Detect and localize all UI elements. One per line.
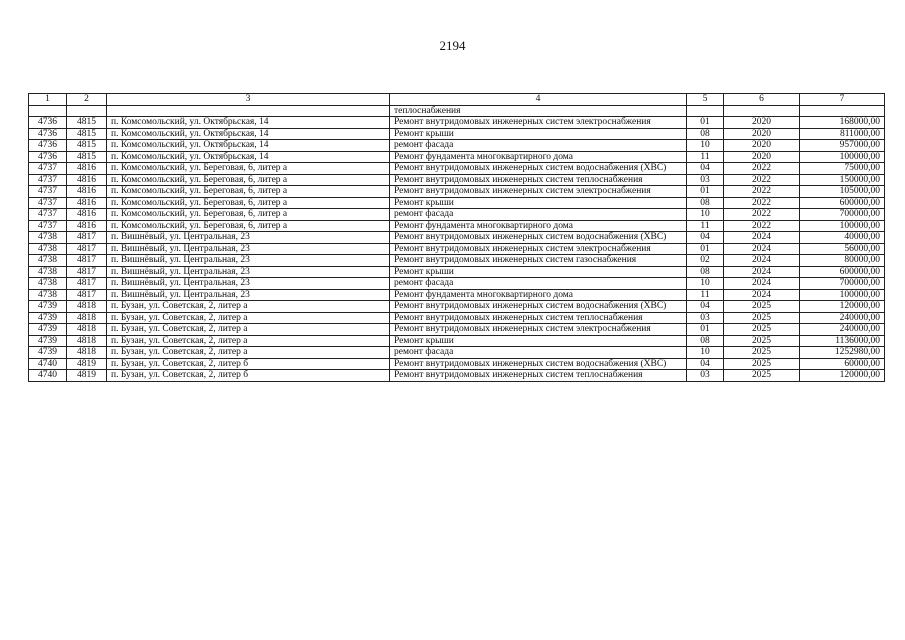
work-type-cell: Ремонт крыши xyxy=(390,128,687,140)
building-id-cell: 4737 xyxy=(29,174,67,186)
table-row xyxy=(29,243,885,255)
house-id-cell: 4815 xyxy=(67,128,107,140)
table-row xyxy=(29,232,885,244)
address-cell xyxy=(107,105,390,117)
work-type-cell: Ремонт внутридомовых инженерных систем водоснабжения (ХВС) xyxy=(390,358,687,370)
table-row xyxy=(29,117,885,129)
work-type-cell: Ремонт внутридомовых инженерных систем теплоснабжения xyxy=(390,174,687,186)
cost-cell: 811000,00 xyxy=(800,128,885,140)
table-row xyxy=(29,301,885,313)
building-id-cell: 4738 xyxy=(29,289,67,301)
house-id-cell: 4816 xyxy=(67,163,107,175)
cost-cell: 60000,00 xyxy=(800,358,885,370)
work-type-cell: Ремонт внутридомовых инженерных систем водоснабжения (ХВС) xyxy=(390,232,687,244)
table-row xyxy=(29,197,885,209)
cost-cell: 168000,00 xyxy=(800,117,885,129)
building-id-cell: 4739 xyxy=(29,301,67,313)
house-id-cell: 4817 xyxy=(67,243,107,255)
work-code-cell: 01 xyxy=(687,324,724,336)
work-code-cell xyxy=(687,105,724,117)
house-id-cell xyxy=(67,105,107,117)
work-code-cell: 03 xyxy=(687,370,724,382)
work-type-cell: Ремонт крыши xyxy=(390,266,687,278)
work-type-cell: ремонт фасада xyxy=(390,278,687,290)
work-code-cell: 10 xyxy=(687,347,724,359)
house-id-cell: 4818 xyxy=(67,335,107,347)
building-id-cell: 4738 xyxy=(29,232,67,244)
work-type-cell: Ремонт внутридомовых инженерных систем газоснабжения xyxy=(390,255,687,267)
table-row xyxy=(29,324,885,336)
address-cell: п. Бузан, ул. Советская, 2, литер а xyxy=(107,324,390,336)
year-cell: 2025 xyxy=(724,324,800,336)
header-col-4: 4 xyxy=(390,94,687,106)
cost-cell: 80000,00 xyxy=(800,255,885,267)
work-type-cell: Ремонт фундамента многоквартирного дома xyxy=(390,220,687,232)
house-id-cell: 4816 xyxy=(67,220,107,232)
year-cell: 2020 xyxy=(724,128,800,140)
house-id-cell: 4818 xyxy=(67,347,107,359)
year-cell xyxy=(724,105,800,117)
work-type-cell: Ремонт внутридомовых инженерных систем теплоснабжения xyxy=(390,312,687,324)
page-number: 2194 xyxy=(439,38,466,53)
house-id-cell: 4816 xyxy=(67,209,107,221)
year-cell: 2025 xyxy=(724,347,800,359)
year-cell: 2022 xyxy=(724,197,800,209)
address-cell: п. Комсомольский, ул. Береговая, 6, литер а xyxy=(107,220,390,232)
year-cell: 2024 xyxy=(724,289,800,301)
building-id-cell: 4738 xyxy=(29,255,67,267)
work-code-cell: 04 xyxy=(687,232,724,244)
year-cell: 2025 xyxy=(724,301,800,313)
house-id-cell: 4818 xyxy=(67,312,107,324)
building-id-cell: 4740 xyxy=(29,358,67,370)
header-col-1: 1 xyxy=(29,94,67,106)
table-row xyxy=(29,174,885,186)
work-code-cell: 01 xyxy=(687,186,724,198)
work-type-cell: ремонт фасада xyxy=(390,140,687,152)
work-type-cell: Ремонт внутридомовых инженерных систем водоснабжения (ХВС) xyxy=(390,301,687,313)
year-cell: 2020 xyxy=(724,117,800,129)
building-id-cell: 4737 xyxy=(29,220,67,232)
house-id-cell: 4817 xyxy=(67,266,107,278)
building-id-cell: 4738 xyxy=(29,278,67,290)
year-cell: 2022 xyxy=(724,186,800,198)
year-cell: 2022 xyxy=(724,163,800,175)
header-col-6: 6 xyxy=(724,94,800,106)
table-row xyxy=(29,335,885,347)
cost-cell: 100000,00 xyxy=(800,289,885,301)
year-cell: 2025 xyxy=(724,312,800,324)
cost-cell: 957000,00 xyxy=(800,140,885,152)
header-col-3: 3 xyxy=(107,94,390,106)
work-type-cell: Ремонт фундамента многоквартирного дома xyxy=(390,151,687,163)
cost-cell: 1252980,00 xyxy=(800,347,885,359)
year-cell: 2022 xyxy=(724,220,800,232)
table-row xyxy=(29,151,885,163)
year-cell: 2024 xyxy=(724,232,800,244)
cost-cell: 700000,00 xyxy=(800,209,885,221)
address-cell: п. Бузан, ул. Советская, 2, литер а xyxy=(107,347,390,359)
work-code-cell: 11 xyxy=(687,151,724,163)
cost-cell: 40000,00 xyxy=(800,232,885,244)
house-id-cell: 4815 xyxy=(67,140,107,152)
table-row xyxy=(29,209,885,221)
year-cell: 2024 xyxy=(724,266,800,278)
header-col-7: 7 xyxy=(800,94,885,106)
house-id-cell: 4815 xyxy=(67,117,107,129)
year-cell: 2025 xyxy=(724,335,800,347)
house-id-cell: 4817 xyxy=(67,289,107,301)
cost-cell: 120000,00 xyxy=(800,301,885,313)
work-code-cell: 02 xyxy=(687,255,724,267)
cost-cell: 240000,00 xyxy=(800,312,885,324)
address-cell: п. Бузан, ул. Советская, 2, литер б xyxy=(107,358,390,370)
address-cell: п. Бузан, ул. Советская, 2, литер б xyxy=(107,370,390,382)
table-row xyxy=(29,347,885,359)
cost-cell: 120000,00 xyxy=(800,370,885,382)
building-id-cell: 4738 xyxy=(29,266,67,278)
table-row xyxy=(29,266,885,278)
cost-cell: 75000,00 xyxy=(800,163,885,175)
work-code-cell: 11 xyxy=(687,220,724,232)
cost-cell: 1136000,00 xyxy=(800,335,885,347)
building-id-cell: 4737 xyxy=(29,209,67,221)
table-row xyxy=(29,220,885,232)
table-row xyxy=(29,358,885,370)
address-cell: п. Бузан, ул. Советская, 2, литер а xyxy=(107,312,390,324)
year-cell: 2024 xyxy=(724,243,800,255)
house-id-cell: 4818 xyxy=(67,301,107,313)
address-cell: п. Комсомольский, ул. Береговая, 6, литер а xyxy=(107,197,390,209)
work-code-cell: 08 xyxy=(687,197,724,209)
work-type-cell: Ремонт внутридомовых инженерных систем водоснабжения (ХВС) xyxy=(390,163,687,175)
work-type-cell: ремонт фасада xyxy=(390,347,687,359)
table-row xyxy=(29,370,885,382)
work-type-cell: Ремонт внутридомовых инженерных систем теплоснабжения xyxy=(390,370,687,382)
address-cell: п. Комсомольский, ул. Октябрьская, 14 xyxy=(107,151,390,163)
work-type-cell: Ремонт внутридомовых инженерных систем электроснабжения xyxy=(390,243,687,255)
house-id-cell: 4816 xyxy=(67,174,107,186)
building-id-cell xyxy=(29,105,67,117)
building-id-cell: 4740 xyxy=(29,370,67,382)
year-cell: 2020 xyxy=(724,140,800,152)
year-cell: 2022 xyxy=(724,209,800,221)
building-id-cell: 4736 xyxy=(29,151,67,163)
cost-cell: 700000,00 xyxy=(800,278,885,290)
address-cell: п. Комсомольский, ул. Береговая, 6, литер а xyxy=(107,174,390,186)
work-code-cell: 08 xyxy=(687,266,724,278)
building-id-cell: 4736 xyxy=(29,117,67,129)
work-type-cell: теплоснабжения xyxy=(390,105,687,117)
house-id-cell: 4815 xyxy=(67,151,107,163)
building-id-cell: 4738 xyxy=(29,243,67,255)
work-code-cell: 04 xyxy=(687,301,724,313)
work-code-cell: 03 xyxy=(687,312,724,324)
table-row xyxy=(29,289,885,301)
house-id-cell: 4817 xyxy=(67,232,107,244)
cost-cell: 105000,00 xyxy=(800,186,885,198)
cost-cell: 600000,00 xyxy=(800,197,885,209)
address-cell: п. Комсомольский, ул. Береговая, 6, литер а xyxy=(107,209,390,221)
building-id-cell: 4739 xyxy=(29,324,67,336)
work-code-cell: 10 xyxy=(687,278,724,290)
work-code-cell: 11 xyxy=(687,289,724,301)
house-id-cell: 4819 xyxy=(67,358,107,370)
building-id-cell: 4737 xyxy=(29,197,67,209)
work-code-cell: 08 xyxy=(687,335,724,347)
work-type-cell: Ремонт крыши xyxy=(390,335,687,347)
work-type-cell: Ремонт фундамента многоквартирного дома xyxy=(390,289,687,301)
house-id-cell: 4817 xyxy=(67,255,107,267)
work-type-cell: Ремонт внутридомовых инженерных систем электроснабжения xyxy=(390,324,687,336)
building-id-cell: 4739 xyxy=(29,347,67,359)
house-id-cell: 4816 xyxy=(67,197,107,209)
cost-cell xyxy=(800,105,885,117)
work-type-cell: Ремонт внутридомовых инженерных систем электроснабжения xyxy=(390,117,687,129)
work-code-cell: 08 xyxy=(687,128,724,140)
building-id-cell: 4739 xyxy=(29,312,67,324)
year-cell: 2024 xyxy=(724,278,800,290)
building-id-cell: 4736 xyxy=(29,140,67,152)
work-code-cell: 01 xyxy=(687,243,724,255)
work-type-cell: ремонт фасада xyxy=(390,209,687,221)
header-row xyxy=(29,94,885,106)
building-id-cell: 4737 xyxy=(29,186,67,198)
address-cell: п. Вишнёвый, ул. Центральная, 23 xyxy=(107,266,390,278)
year-cell: 2022 xyxy=(724,174,800,186)
work-code-cell: 01 xyxy=(687,117,724,129)
address-cell: п. Бузан, ул. Советская, 2, литер а xyxy=(107,335,390,347)
work-type-cell: Ремонт внутридомовых инженерных систем электроснабжения xyxy=(390,186,687,198)
table-row xyxy=(29,186,885,198)
house-id-cell: 4818 xyxy=(67,324,107,336)
building-id-cell: 4737 xyxy=(29,163,67,175)
address-cell: п. Вишнёвый, ул. Центральная, 23 xyxy=(107,255,390,267)
table-row xyxy=(29,312,885,324)
address-cell: п. Вишнёвый, ул. Центральная, 23 xyxy=(107,278,390,290)
table-row xyxy=(29,140,885,152)
table-row xyxy=(29,255,885,267)
header-col-2: 2 xyxy=(67,94,107,106)
repair-registry-table xyxy=(28,93,885,382)
table-row xyxy=(29,105,885,117)
cost-cell: 56000,00 xyxy=(800,243,885,255)
work-code-cell: 04 xyxy=(687,163,724,175)
year-cell: 2025 xyxy=(724,358,800,370)
building-id-cell: 4739 xyxy=(29,335,67,347)
work-code-cell: 04 xyxy=(687,358,724,370)
house-id-cell: 4819 xyxy=(67,370,107,382)
table-row xyxy=(29,163,885,175)
year-cell: 2024 xyxy=(724,255,800,267)
address-cell: п. Комсомольский, ул. Октябрьская, 14 xyxy=(107,140,390,152)
cost-cell: 150000,00 xyxy=(800,174,885,186)
cost-cell: 600000,00 xyxy=(800,266,885,278)
address-cell: п. Вишнёвый, ул. Центральная, 23 xyxy=(107,243,390,255)
table-row xyxy=(29,128,885,140)
address-cell: п. Комсомольский, ул. Береговая, 6, литер а xyxy=(107,186,390,198)
address-cell: п. Комсомольский, ул. Октябрьская, 14 xyxy=(107,117,390,129)
building-id-cell: 4736 xyxy=(29,128,67,140)
cost-cell: 100000,00 xyxy=(800,151,885,163)
house-id-cell: 4817 xyxy=(67,278,107,290)
cost-cell: 240000,00 xyxy=(800,324,885,336)
cost-cell: 100000,00 xyxy=(800,220,885,232)
table-row xyxy=(29,278,885,290)
work-code-cell: 10 xyxy=(687,209,724,221)
address-cell: п. Бузан, ул. Советская, 2, литер а xyxy=(107,301,390,313)
address-cell: п. Комсомольский, ул. Октябрьская, 14 xyxy=(107,128,390,140)
work-code-cell: 10 xyxy=(687,140,724,152)
year-cell: 2020 xyxy=(724,151,800,163)
address-cell: п. Вишнёвый, ул. Центральная, 23 xyxy=(107,232,390,244)
address-cell: п. Комсомольский, ул. Береговая, 6, литер а xyxy=(107,163,390,175)
table-body xyxy=(29,105,885,381)
work-code-cell: 03 xyxy=(687,174,724,186)
header-col-5: 5 xyxy=(687,94,724,106)
house-id-cell: 4816 xyxy=(67,186,107,198)
year-cell: 2025 xyxy=(724,370,800,382)
address-cell: п. Вишнёвый, ул. Центральная, 23 xyxy=(107,289,390,301)
work-type-cell: Ремонт крыши xyxy=(390,197,687,209)
